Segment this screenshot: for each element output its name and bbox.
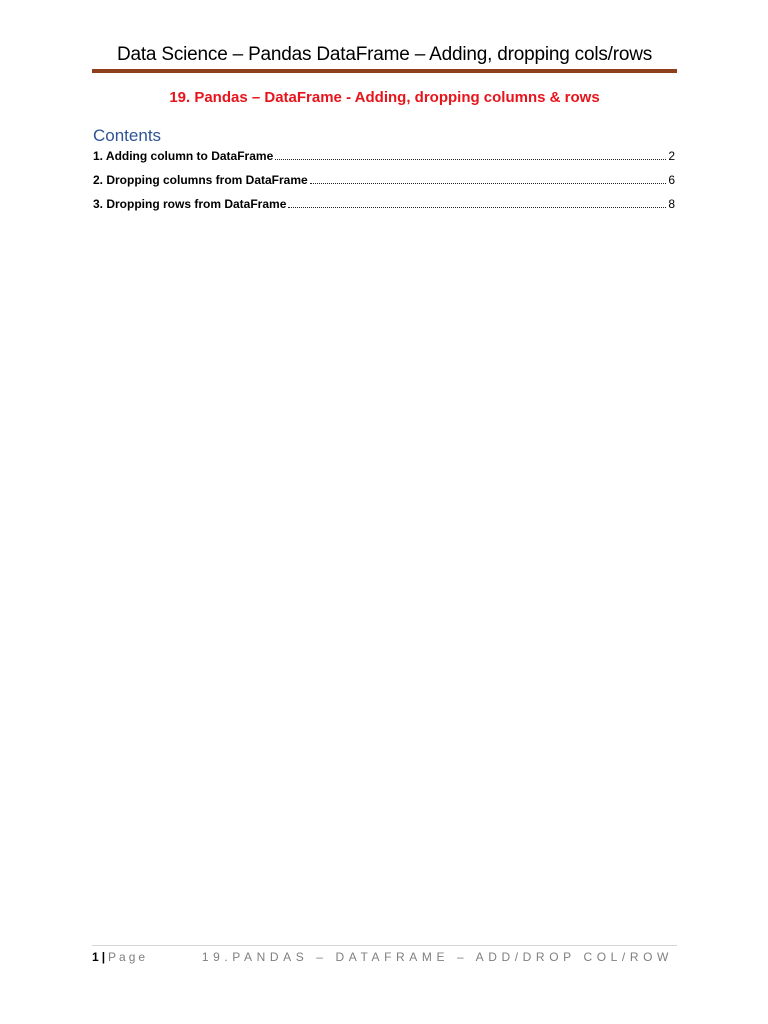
table-of-contents [93, 149, 675, 221]
toc-dot-leader [288, 207, 666, 208]
toc-entry-label: 2. Dropping columns from DataFrame [93, 173, 308, 187]
toc-entry-label: 1. Adding column to DataFrame [93, 149, 274, 163]
toc-entry-page: 6 [668, 173, 675, 187]
contents-heading: Contents [93, 126, 162, 145]
header-rule [92, 69, 677, 73]
toc-dot-leader [275, 159, 666, 160]
footer-running-title: 19.PANDAS – DATAFRAME – ADD/DROP COL/ROW [201, 950, 673, 964]
toc-entry-page: 2 [668, 149, 675, 163]
footer-page-word: Page [108, 950, 149, 964]
document-title: 19. Pandas – DataFrame - Adding, dropping columns & rows [169, 89, 600, 106]
footer-separator: | [101, 950, 106, 964]
toc-entry-page: 8 [668, 197, 675, 211]
toc-entry-adding-column[interactable] [93, 149, 675, 173]
page-header-title: Data Science – Pandas DataFrame – Adding, dropping cols/rows [116, 44, 653, 65]
footer-page-number: 1 [92, 950, 99, 964]
toc-dot-leader [310, 183, 667, 184]
toc-entry-label: 3. Dropping rows from DataFrame [93, 197, 287, 211]
footer-page-indicator [92, 948, 148, 966]
footer-rule [92, 945, 677, 946]
toc-entry-dropping-columns[interactable] [93, 173, 675, 197]
page-footer [92, 948, 677, 966]
toc-entry-dropping-rows[interactable] [93, 197, 675, 221]
